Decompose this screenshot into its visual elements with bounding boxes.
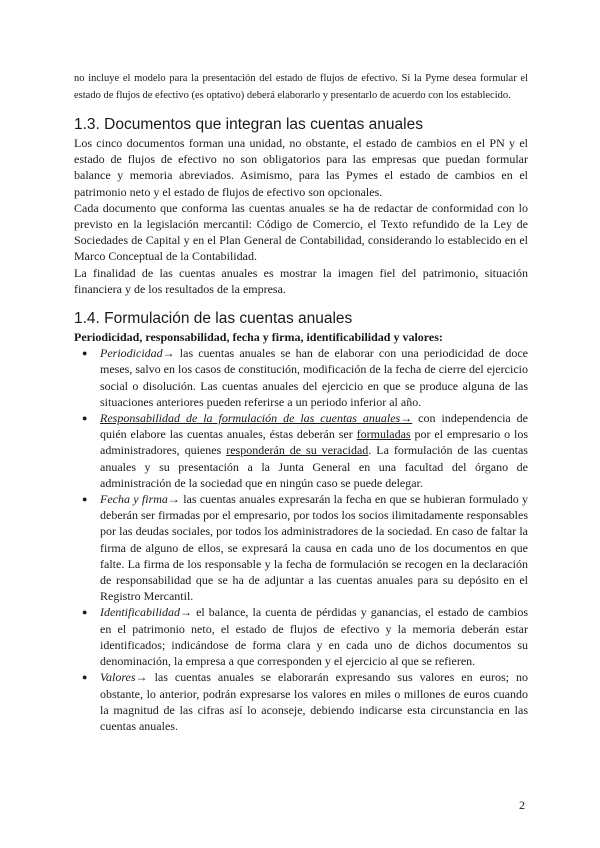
- bullet-icon: ●: [82, 672, 88, 683]
- paragraph: La finalidad de las cuentas anuales es mostrar la imagen fiel del patrimonio, situación financiera y de los resultados de la empresa.: [74, 265, 528, 296]
- page-number: 2: [519, 798, 525, 812]
- underlined-text: responderán de su veracidad: [226, 443, 369, 458]
- list-item-responsabilidad: [74, 410, 528, 491]
- item-text: . La formulación de las cuentas anuales y su presentación a la Junta General en una facultad del órgano de administración de la sociedad que en ningún caso se puede delegar.: [100, 443, 528, 490]
- term: Valores→: [100, 670, 148, 685]
- item-text: las cuentas anuales expresarán la fecha en que se hubieran formulado y deberán ser firmadas por el empresario, por todos los socios ilimitadamente responsables por las deudas sociales, por todos los administradores de la sociedad. En caso de faltar la firma de alguno de ellos, se expresará la causa en cada uno de los documentos en que falte. La firma de los responsable y la fecha de formulación se recogen en la declaración de responsabilidad que se ha de adjuntar a las cuentas anuales para su depósito en el Registro Mercantil.: [100, 492, 529, 604]
- term: Responsabilidad de la formulación de las cuentas anuales→: [100, 411, 413, 426]
- term: Fecha y firma→: [100, 492, 180, 507]
- item-text: las cuentas anuales se han de elaborar con una periodicidad de doce meses, salvo en los casos de constitución, modificación de la fecha de cierre del ejercicio social o disolución. Las cuentas anuales del ejercicio en que se produce alguna de las situaciones anteriores pueden referirse a un periodo inferior al año.: [100, 346, 528, 409]
- term: Periodicidad→: [100, 346, 175, 361]
- section-heading-1-4: 1.4. Formulación de las cuentas anuales: [74, 310, 353, 328]
- intro-paragraph: no incluye el modelo para la presentación del estado de flujos de efectivo. Si la Pyme desea formular el estado de flujos de efectivo (es optativo) deberá elaborarlo y presentarlo de acuerdo con los establecido.: [74, 73, 528, 101]
- item-text: por el empresario o los administradores, quienes: [100, 427, 528, 458]
- bullet-icon: ●: [82, 413, 88, 424]
- item-text: el balance, la cuenta de pérdidas y ganancias, el estado de cambios en el patrimonio neto, el estado de flujos de efectivo y la memoria deberán estar identificados; indicándose de forma clara y en cada uno de dichos documentos su denominación, la empresa a que corresponden y el ejercicio al que se refieren.: [100, 605, 528, 669]
- bullet-icon: ●: [82, 348, 88, 359]
- paragraph: Los cinco documentos forman una unidad, no obstante, el estado de cambios en el PN y el estado de flujos de efectivo no son obligatorios para las empresas que puedan formular balance y memoria abreviados. Asimismo, para las Pymes el estado de cambios en el patrimonio neto y el estado de flujos de efectivo son opcionales.: [74, 136, 528, 199]
- section-subtitle: Periodicidad, responsabilidad, fecha y firma, identificabilidad y valores:: [74, 330, 443, 345]
- list-item-identificabilidad: [74, 604, 528, 669]
- section-heading-1-3: 1.3. Documentos que integran las cuentas anuales: [74, 116, 423, 133]
- item-text: con independencia de quién elabore las cuentas anuales, éstas deberán ser: [100, 411, 529, 442]
- list-item-fecha-firma: [74, 491, 528, 604]
- item-text: las cuentas anuales se elaborarán expresando sus valores en euros; no obstante, lo anterior, podrán expresarse los valores en miles o millones de euros cuando la magnitud de las cifras así lo aconseje, debiendo indicarse esta circunstancia en las cuentas anuales.: [100, 670, 528, 733]
- list-item-periodicidad: [74, 345, 528, 410]
- paragraph: Cada documento que conforma las cuentas anuales se ha de redactar de conformidad con lo previsto en la legislación mercantil: Código de Comercio, el Texto refundido de la Ley de Sociedades de Capital y en el Plan General de Contabilidad, considerando lo establecido en el Marco Conceptual de la Contabilidad.: [74, 200, 528, 264]
- document-page: [74, 70, 528, 734]
- term: Identificabilidad→: [100, 605, 192, 620]
- underlined-text: formuladas: [356, 427, 411, 442]
- list-item-valores: [74, 669, 528, 734]
- bullet-icon: ●: [82, 607, 88, 618]
- bullet-icon: ●: [82, 494, 88, 505]
- bullet-list: [74, 345, 528, 734]
